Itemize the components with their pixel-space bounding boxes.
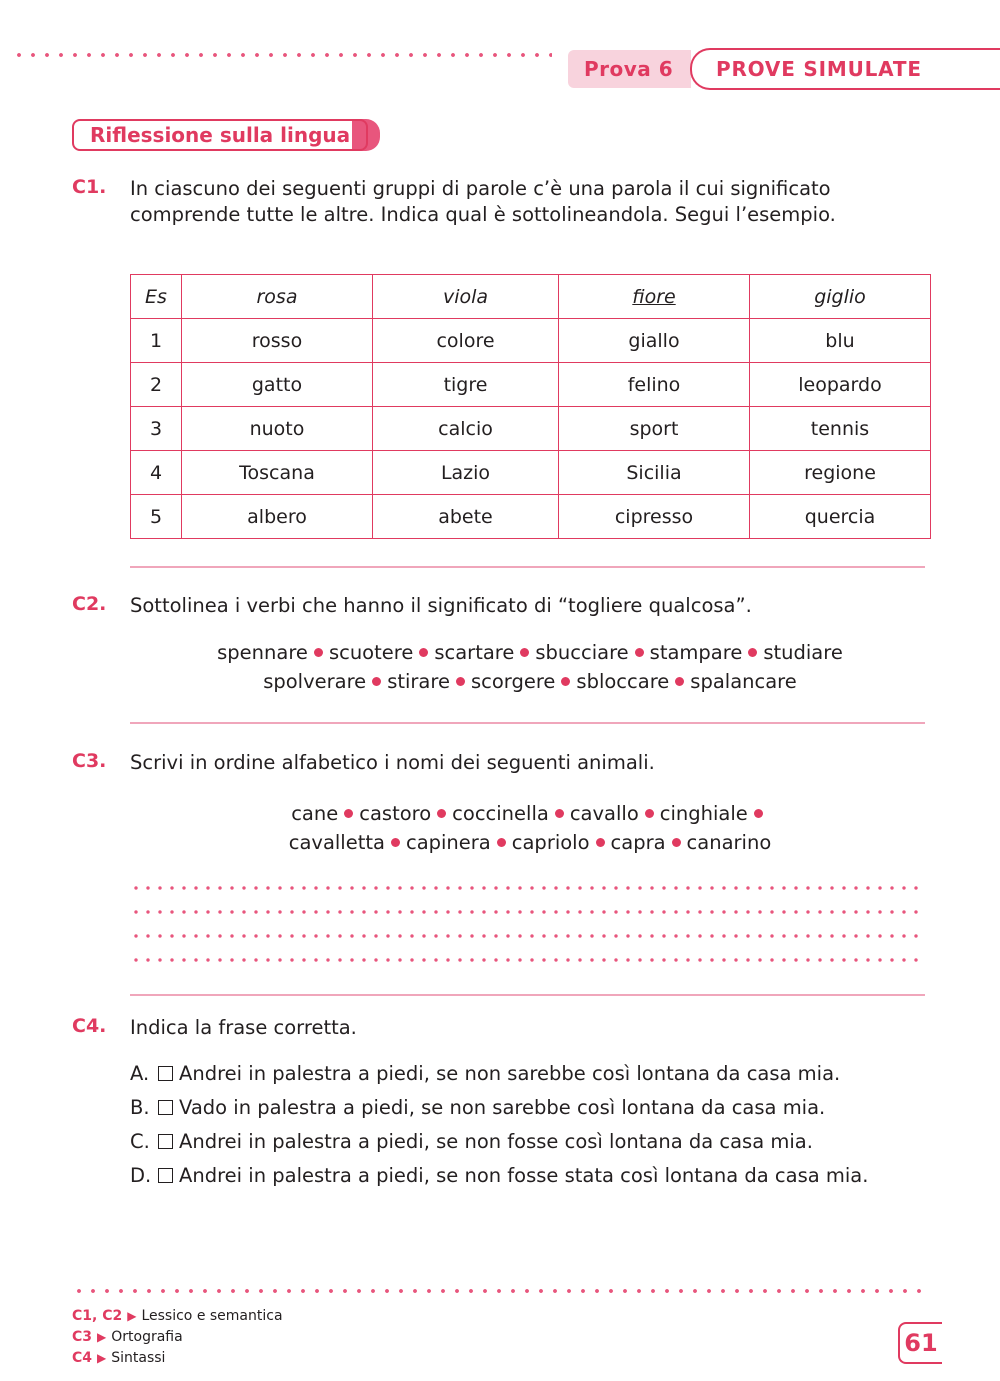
word: cane bbox=[291, 802, 339, 825]
table-cell: 1 bbox=[131, 319, 182, 363]
word[interactable]: spalancare bbox=[690, 670, 797, 693]
bullet-icon bbox=[645, 809, 654, 818]
table-cell[interactable]: blu bbox=[750, 319, 931, 363]
c1-answer-table[interactable] bbox=[130, 274, 931, 539]
table-cell[interactable]: felino bbox=[559, 363, 750, 407]
divider-after-c3 bbox=[130, 994, 925, 996]
table-row-header bbox=[131, 275, 931, 319]
table-cell[interactable]: gatto bbox=[182, 363, 373, 407]
table-cell[interactable]: calcio bbox=[373, 407, 559, 451]
footer-line-1 bbox=[72, 1308, 283, 1324]
word: cavalletta bbox=[288, 831, 385, 854]
exercise-c2-text: Sottolinea i verbi che hanno il significato di “togliere qualcosa”. bbox=[130, 594, 752, 617]
table-row bbox=[131, 319, 931, 363]
exercise-c3-code: C3. bbox=[72, 750, 107, 772]
footer-label-3: Sintassi bbox=[111, 1350, 166, 1366]
exercise-c4-code: C4. bbox=[72, 1015, 107, 1037]
footer-label-1: Lessico e semantica bbox=[141, 1308, 283, 1324]
word[interactable]: spolverare bbox=[263, 670, 367, 693]
section-title-chip: Riflessione sulla lingua bbox=[72, 119, 368, 151]
answer-line-2[interactable] bbox=[130, 910, 925, 914]
footer-code-1: C1, C2 bbox=[72, 1308, 123, 1324]
triangle-icon: ▶ bbox=[127, 1309, 137, 1323]
table-cell[interactable]: colore bbox=[373, 319, 559, 363]
checkbox-a[interactable] bbox=[158, 1066, 173, 1081]
divider-after-c2 bbox=[130, 722, 925, 724]
bullet-icon bbox=[596, 838, 605, 847]
table-cell[interactable]: leopardo bbox=[750, 363, 931, 407]
exercise-c2 bbox=[72, 593, 932, 619]
word[interactable]: stirare bbox=[387, 670, 450, 693]
word: cinghiale bbox=[659, 802, 748, 825]
c3-word-list bbox=[130, 799, 930, 857]
exercise-c3 bbox=[72, 750, 932, 776]
triangle-icon: ▶ bbox=[97, 1330, 107, 1344]
word: capra bbox=[610, 831, 666, 854]
checkbox-b[interactable] bbox=[158, 1100, 173, 1115]
answer-line-1[interactable] bbox=[130, 886, 925, 890]
footer-dotted-rule bbox=[72, 1289, 930, 1293]
word[interactable]: sbloccare bbox=[576, 670, 670, 693]
word: capriolo bbox=[511, 831, 590, 854]
option-a-text: Andrei in palestra a piedi, se non sarebbe così lontana da casa mia. bbox=[179, 1062, 841, 1085]
table-cell[interactable]: cipresso bbox=[559, 495, 750, 539]
c2-word-line-1 bbox=[130, 638, 930, 667]
option-d-letter: D. bbox=[130, 1164, 152, 1187]
word: castoro bbox=[359, 802, 432, 825]
bullet-icon bbox=[372, 677, 381, 686]
prove-simulate-label: PROVE SIMULATE bbox=[690, 48, 1000, 90]
bullet-icon bbox=[419, 648, 428, 657]
table-row bbox=[131, 451, 931, 495]
bullet-icon bbox=[314, 648, 323, 657]
table-cell[interactable]: regione bbox=[750, 451, 931, 495]
bullet-icon bbox=[675, 677, 684, 686]
checkbox-c[interactable] bbox=[158, 1134, 173, 1149]
table-cell: 4 bbox=[131, 451, 182, 495]
table-row bbox=[131, 495, 931, 539]
exercise-c3-text: Scrivi in ordine alfabetico i nomi dei seguenti animali. bbox=[130, 751, 655, 774]
option-b-text: Vado in palestra a piedi, se non sarebbe così lontana da casa mia. bbox=[179, 1096, 826, 1119]
word: coccinella bbox=[452, 802, 549, 825]
table-cell[interactable]: giglio bbox=[750, 275, 931, 319]
word[interactable]: studiare bbox=[763, 641, 843, 664]
bullet-icon bbox=[635, 648, 644, 657]
footer-code-2: C3 bbox=[72, 1329, 93, 1345]
table-cell[interactable]: Toscana bbox=[182, 451, 373, 495]
divider-after-c1 bbox=[130, 566, 925, 568]
prova-label: Prova 6 bbox=[568, 50, 691, 88]
word[interactable]: scorgere bbox=[470, 670, 556, 693]
table-cell[interactable]: nuoto bbox=[182, 407, 373, 451]
answer-line-3[interactable] bbox=[130, 934, 925, 938]
table-cell[interactable]: Sicilia bbox=[559, 451, 750, 495]
option-c-text: Andrei in palestra a piedi, se non fosse così lontana da casa mia. bbox=[179, 1130, 813, 1153]
table-cell[interactable]: giallo bbox=[559, 319, 750, 363]
page-header bbox=[0, 26, 1000, 81]
exercise-c4-text: Indica la frase corretta. bbox=[130, 1016, 357, 1039]
table-row bbox=[131, 363, 931, 407]
table-cell[interactable]: sport bbox=[559, 407, 750, 451]
table-cell[interactable]: quercia bbox=[750, 495, 931, 539]
bullet-icon bbox=[754, 809, 763, 818]
word[interactable]: scartare bbox=[434, 641, 515, 664]
option-b-letter: B. bbox=[130, 1096, 150, 1119]
footer-line-2 bbox=[72, 1329, 183, 1345]
footer-line-3 bbox=[72, 1350, 165, 1366]
table-cell[interactable]: abete bbox=[373, 495, 559, 539]
bullet-icon bbox=[344, 809, 353, 818]
exercise-c1-text: In ciascuno dei seguenti gruppi di parole c’è una parola il cui significato comprende tutte le altre. Indica qual è sottolineandola. Segui l’esempio. bbox=[130, 177, 836, 226]
table-cell-answer[interactable]: fiore bbox=[559, 275, 750, 319]
word: capinera bbox=[405, 831, 491, 854]
option-d[interactable] bbox=[130, 1164, 868, 1187]
table-cell[interactable]: tennis bbox=[750, 407, 931, 451]
word[interactable]: scuotere bbox=[328, 641, 414, 664]
word: canarino bbox=[686, 831, 772, 854]
c3-word-line-1 bbox=[130, 799, 930, 828]
bullet-icon bbox=[456, 677, 465, 686]
option-c[interactable] bbox=[130, 1130, 813, 1153]
bullet-icon bbox=[520, 648, 529, 657]
c2-word-line-2 bbox=[130, 667, 930, 696]
bullet-icon bbox=[672, 838, 681, 847]
triangle-icon: ▶ bbox=[97, 1351, 107, 1365]
bullet-icon bbox=[391, 838, 400, 847]
bullet-icon bbox=[437, 809, 446, 818]
exercise-c1-code: C1. bbox=[72, 176, 107, 198]
exercise-c4 bbox=[72, 1015, 932, 1041]
answer-line-4[interactable] bbox=[130, 958, 925, 962]
table-cell[interactable]: tigre bbox=[373, 363, 559, 407]
table-cell[interactable]: rosa bbox=[182, 275, 373, 319]
option-a[interactable] bbox=[130, 1062, 840, 1085]
c2-word-list[interactable] bbox=[130, 638, 930, 696]
bullet-icon bbox=[561, 677, 570, 686]
c3-word-line-2 bbox=[130, 828, 930, 857]
exercise-c2-code: C2. bbox=[72, 593, 107, 615]
table-cell: 5 bbox=[131, 495, 182, 539]
footer-label-2: Ortografia bbox=[111, 1329, 183, 1345]
table-cell[interactable]: rosso bbox=[182, 319, 373, 363]
option-a-letter: A. bbox=[130, 1062, 150, 1085]
word[interactable]: stampare bbox=[649, 641, 743, 664]
table-cell[interactable]: Lazio bbox=[373, 451, 559, 495]
bullet-icon bbox=[748, 648, 757, 657]
bullet-icon bbox=[555, 809, 564, 818]
word[interactable]: spennare bbox=[217, 641, 308, 664]
table-cell: 3 bbox=[131, 407, 182, 451]
header-dotted-rule bbox=[12, 53, 552, 57]
table-cell: 2 bbox=[131, 363, 182, 407]
option-d-text: Andrei in palestra a piedi, se non fosse stata così lontana da casa mia. bbox=[179, 1164, 869, 1187]
checkbox-d[interactable] bbox=[158, 1168, 173, 1183]
table-cell[interactable]: viola bbox=[373, 275, 559, 319]
table-row bbox=[131, 407, 931, 451]
table-cell: Es bbox=[131, 275, 182, 319]
bullet-icon bbox=[497, 838, 506, 847]
table-cell[interactable]: albero bbox=[182, 495, 373, 539]
footer-code-3: C4 bbox=[72, 1350, 93, 1366]
option-b[interactable] bbox=[130, 1096, 825, 1119]
word[interactable]: sbucciare bbox=[535, 641, 629, 664]
option-c-letter: C. bbox=[130, 1130, 150, 1153]
exercise-c1 bbox=[72, 176, 932, 228]
word: cavallo bbox=[569, 802, 639, 825]
page-number: 61 bbox=[898, 1322, 942, 1364]
